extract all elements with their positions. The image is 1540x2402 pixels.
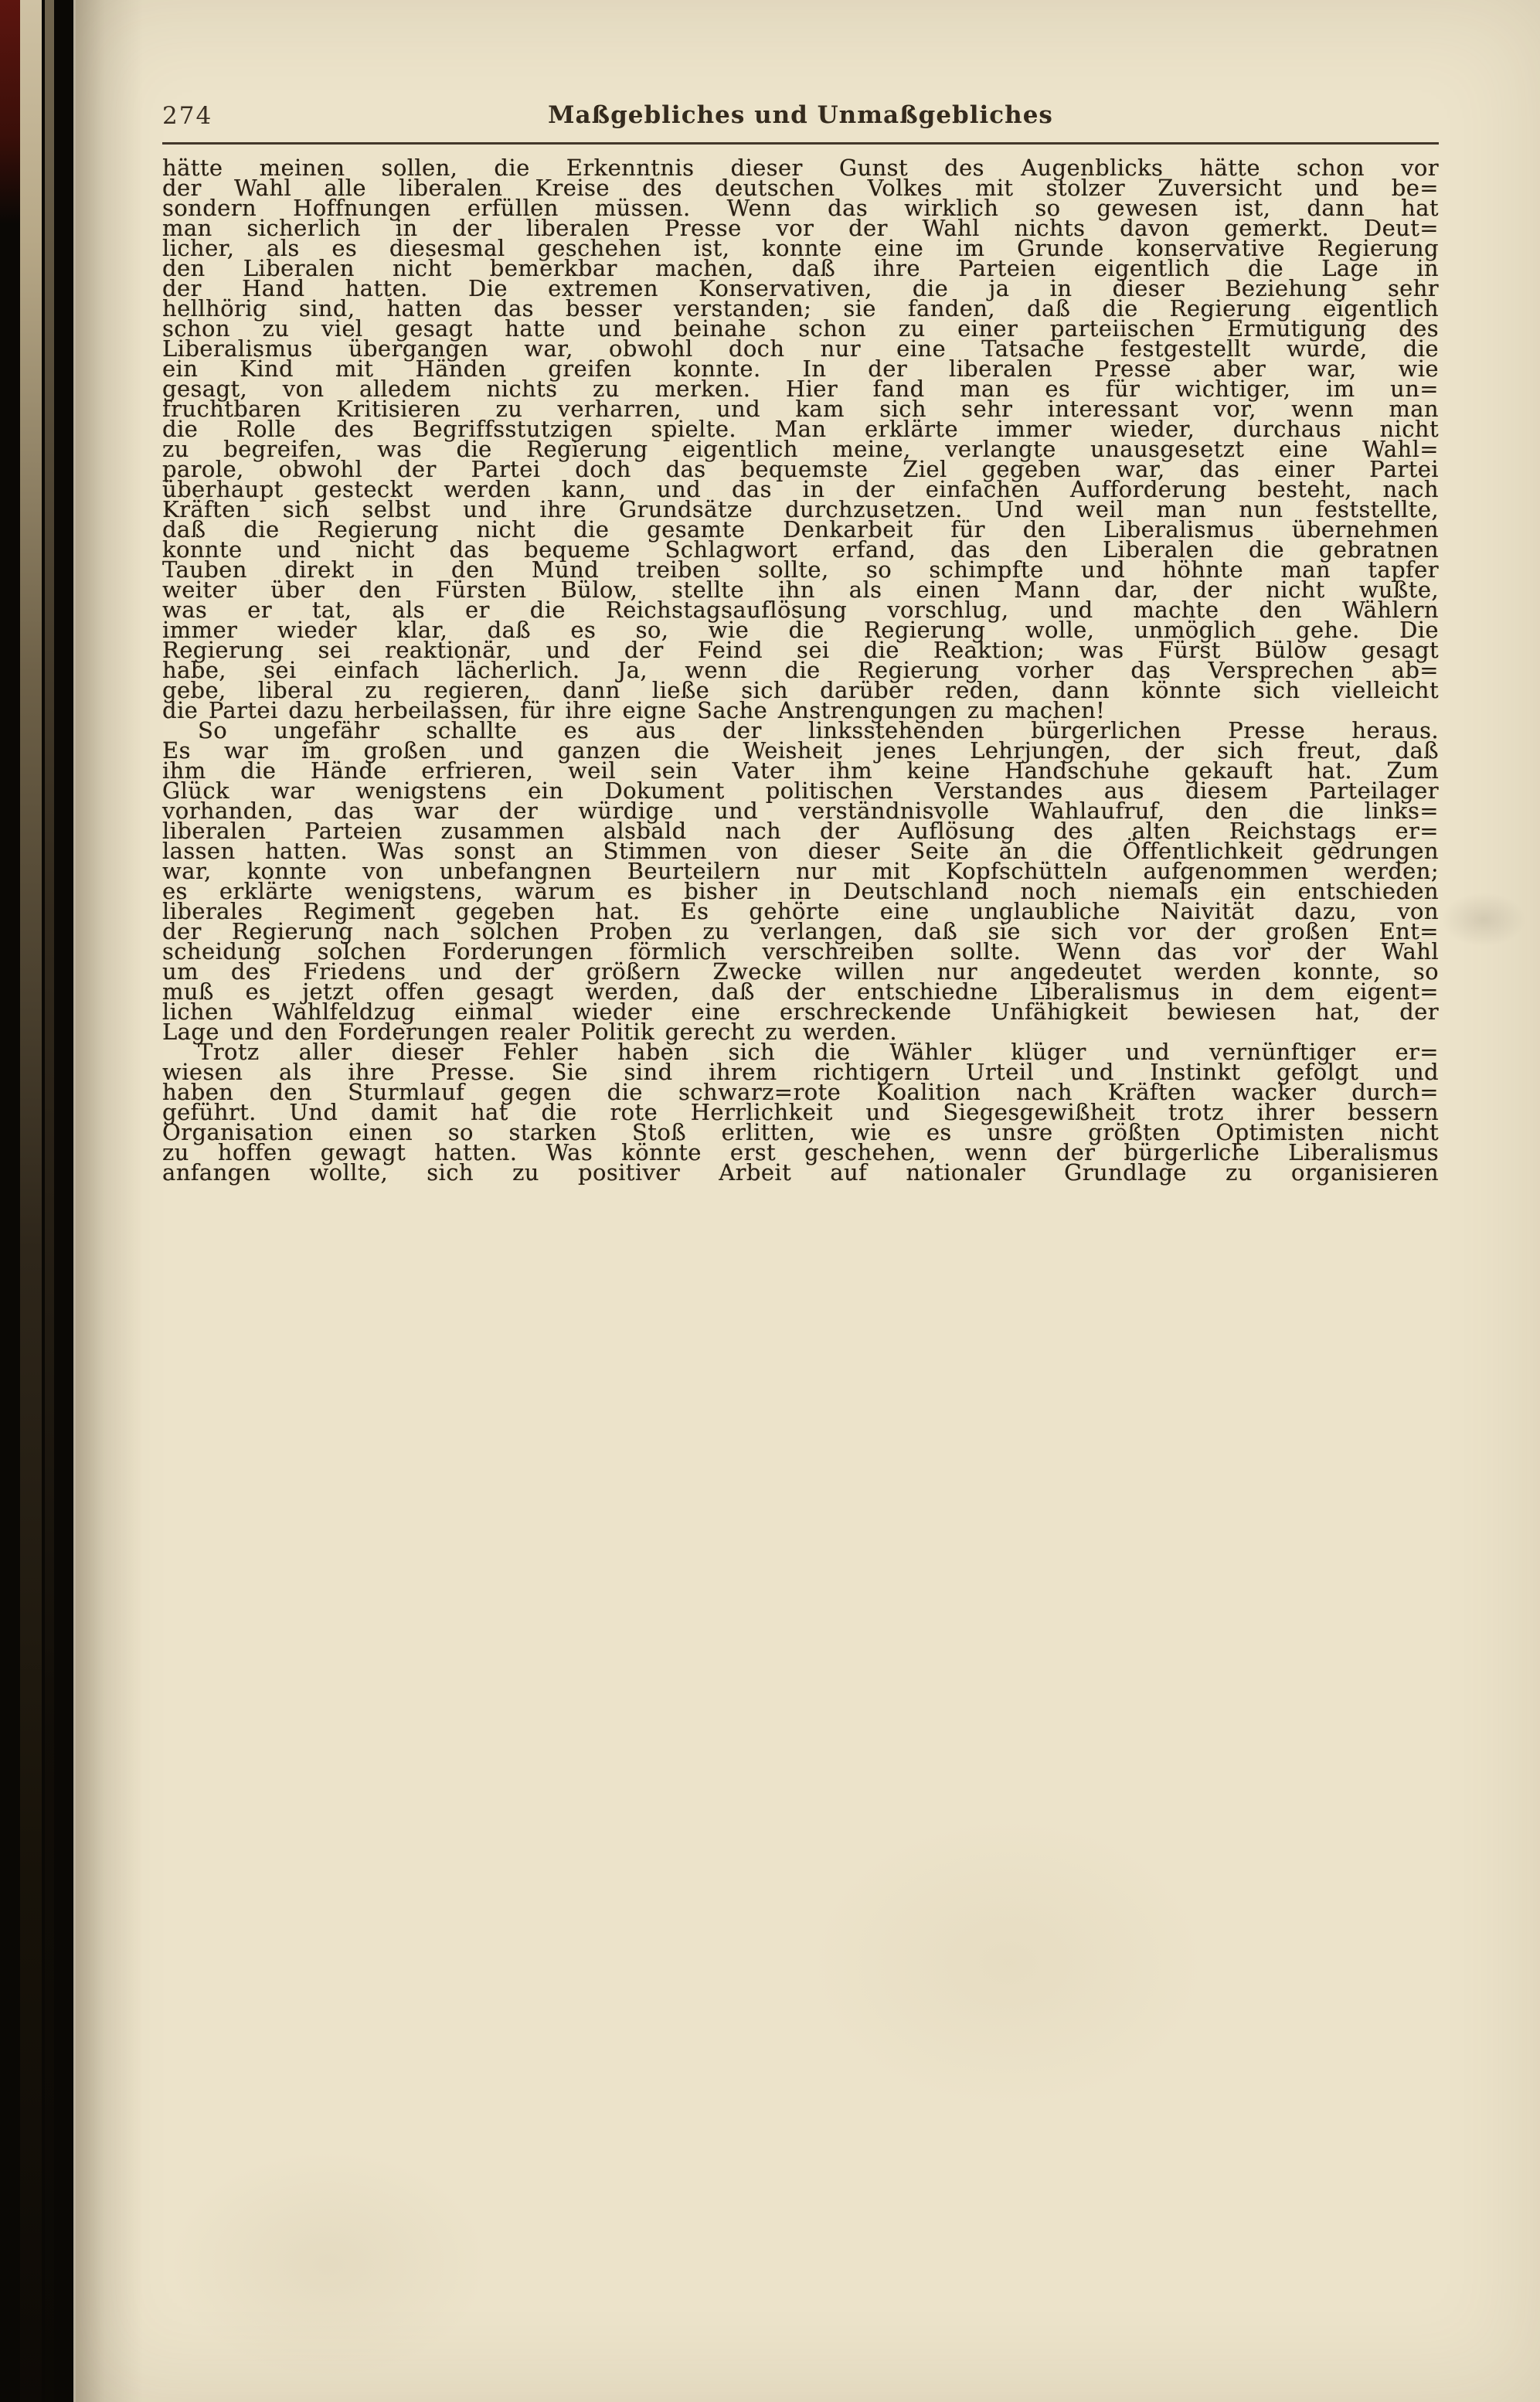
text-line: zu begreifen, was die Regierung eigentlich meine, verlangte unausgesetzt eine Wahl=	[162, 436, 1439, 462]
text-line: vorhanden, das war der würdige und verständnisvolle Wahlaufruf, den die links=	[162, 798, 1439, 824]
text-line: weiter über den Fürsten Bülow, stellte ihn als einen Mann dar, der nicht wußte,	[162, 577, 1439, 603]
text-line: geführt. Und damit hat die rote Herrlichkeit und Siegesgewißheit trotz ihrer bessern	[162, 1099, 1439, 1125]
text-line: gesagt, von alledem nichts zu merken. Hier fand man es für wichtiger, im un=	[162, 376, 1439, 402]
text-line: haben den Sturmlauf gegen die schwarz=rote Koalition nach Kräften wacker durch=	[162, 1079, 1439, 1105]
text-line: war, konnte von unbefangnen Beurteilern nur mit Kopfschütteln aufgenommen werden;	[162, 858, 1439, 884]
text-line: was er tat, als er die Reichstagsauflösung vorschlug, und machte den Wählern	[162, 597, 1439, 623]
text-line: Kräften sich selbst und ihre Grundsätze durchzusetzen. Und weil man nun feststellte,	[162, 496, 1439, 522]
text-line: immer wieder klar, daß es so, wie die Regierung wolle, unmöglich gehe. Die	[162, 617, 1439, 643]
text-line: Regierung sei reaktionär, und der Feind sei die Reaktion; was Fürst Bülow gesagt	[162, 637, 1439, 663]
margin-smudge	[1441, 893, 1526, 947]
text-line: der Regierung nach solchen Proben zu verlangen, daß sie sich vor der großen Ent=	[162, 918, 1439, 944]
running-header: Maßgebliches und Unmaßgebliches	[548, 101, 1053, 129]
text-line: es erklärte wenigstens, warum es bisher in Deutschland noch niemals ein entschieden	[162, 878, 1439, 904]
text-line: muß es jetzt offen gesagt werden, daß der entschiedne Liberalismus in dem eigent=	[162, 978, 1439, 1005]
text-line: den Liberalen nicht bemerkbar machen, daß ihre Parteien eigentlich die Lage in	[162, 255, 1439, 281]
header-rule	[162, 142, 1439, 145]
text-line: hellhörig sind, hatten das besser verstanden; sie fanden, daß die Regierung eigentlich	[162, 295, 1439, 322]
text-line: Es war im großen und ganzen die Weisheit jenes Lehrjungen, der sich freut, daß	[162, 737, 1439, 764]
text-line: Liberalismus übergangen war, obwohl doch nur eine Tatsache festgestellt wurde, die	[162, 335, 1439, 362]
text-line: scheidung solchen Forderungen förmlich verschreiben sollte. Wenn das vor der Wahl	[162, 938, 1439, 965]
paper-stain-2	[166, 2149, 491, 2380]
book-page-edges	[20, 0, 42, 2402]
text-line: ein Kind mit Händen greifen konnte. In der liberalen Presse aber war, wie	[162, 356, 1439, 382]
text-line: zu hoffen gewagt hatten. Was könnte erst geschehen, wenn der bürgerliche Liberalismus	[162, 1139, 1439, 1165]
text-line: um des Friedens und der größern Zwecke willen nur angedeutet werden konnte, so	[162, 958, 1439, 985]
text-line: Lage und den Forderungen realer Politik gerecht zu werden.	[162, 1019, 897, 1045]
text-line: gebe, liberal zu regieren, dann ließe sich darüber reden, dann könnte sich vielleicht	[162, 677, 1439, 703]
page-number: 274	[162, 102, 213, 130]
text-line: lichen Wahlfeldzug einmal wieder eine erschreckende Unfähigkeit bewiesen hat, der	[162, 999, 1439, 1025]
page-paper	[73, 0, 1540, 2402]
book-page-edges-inner	[45, 0, 54, 2402]
text-line: ihm die Hände erfrieren, weil sein Vater ihm keine Handschuhe gekauft hat. Zum	[162, 757, 1439, 784]
text-line: licher, als es diesesmal geschehen ist, konnte eine im Grunde konservative Regierung	[162, 235, 1439, 261]
text-line: schon zu viel gesagt hatte und beinahe schon zu einer parteiischen Ermutigung des	[162, 315, 1439, 342]
text-line: lassen hatten. Was sonst an Stimmen von dieser Seite an die Öffentlichkeit gedrungen	[162, 838, 1439, 864]
text-line: fruchtbaren Kritisieren zu verharren, und kam sich sehr interessant vor, wenn man	[162, 396, 1439, 422]
text-line: daß die Regierung nicht die gesamte Denkarbeit für den Liberalismus übernehmen	[162, 516, 1439, 543]
text-line: liberales Regiment gegeben hat. Es gehörte eine unglaubliche Naivität dazu, von	[162, 898, 1439, 924]
text-line: anfangen wollte, sich zu positiver Arbeit auf nationaler Grundlage zu organisieren	[162, 1159, 1439, 1186]
gutter-shadow	[73, 0, 143, 2402]
text-line: parole, obwohl der Partei doch das bequemste Ziel gegeben war, das einer Partei	[162, 456, 1439, 482]
text-block	[162, 155, 1439, 1186]
text-line: man sicherlich in der liberalen Presse vor der Wahl nichts davon gemerkt. Deut=	[162, 215, 1439, 241]
text-line: sondern Hoffnungen erfüllen müssen. Wenn das wirklich so gewesen ist, dann hat	[162, 195, 1439, 221]
text-line: der Hand hatten. Die extremen Konservativen, die ja in dieser Beziehung sehr	[162, 275, 1439, 301]
text-line: konnte und nicht das bequeme Schlagwort erfand, das den Liberalen die gebratnen	[162, 536, 1439, 563]
text-line: der Wahl alle liberalen Kreise des deutschen Volkes mit stolzer Zuversicht und be=	[162, 175, 1439, 201]
text-line: hätte meinen sollen, die Erkenntnis dieser Gunst des Augenblicks hätte schon vor	[162, 155, 1439, 181]
text-line: liberalen Parteien zusammen alsbald nach der Auflösung des alten Reichstags er=	[162, 818, 1439, 844]
text-line: So ungefähr schallte es aus der linksstehenden bürgerlichen Presse heraus.	[198, 717, 1439, 743]
text-line: Organisation einen so starken Stoß erlitten, wie es unsre größten Optimisten nicht	[162, 1119, 1439, 1145]
text-line: habe, sei einfach lächerlich. Ja, wenn die Regierung vorher das Versprechen ab=	[162, 657, 1439, 683]
text-line: wiesen als ihre Presse. Sie sind ihrem richtigern Urteil und Instinkt gefolgt und	[162, 1059, 1439, 1085]
text-line: Trotz aller dieser Fehler haben sich die Wähler klüger und vernünftiger er=	[198, 1039, 1439, 1065]
text-line: überhaupt gesteckt werden kann, und das in der einfachen Aufforderung besteht, nach	[162, 476, 1439, 502]
text-line: die Partei dazu herbeilassen, für ihre eigne Sache Anstrengungen zu machen!	[162, 697, 1106, 723]
paper-stain	[807, 1816, 1209, 2110]
text-line: Glück war wenigstens ein Dokument politischen Verstandes aus diesem Parteilager	[162, 777, 1439, 804]
text-line: Tauben direkt in den Mund treiben sollte, so schimpfte und höhnte man tapfer	[162, 556, 1439, 583]
text-line: die Rolle des Begriffsstutzigen spielte. Man erklärte immer wieder, durchaus nicht	[162, 416, 1439, 442]
